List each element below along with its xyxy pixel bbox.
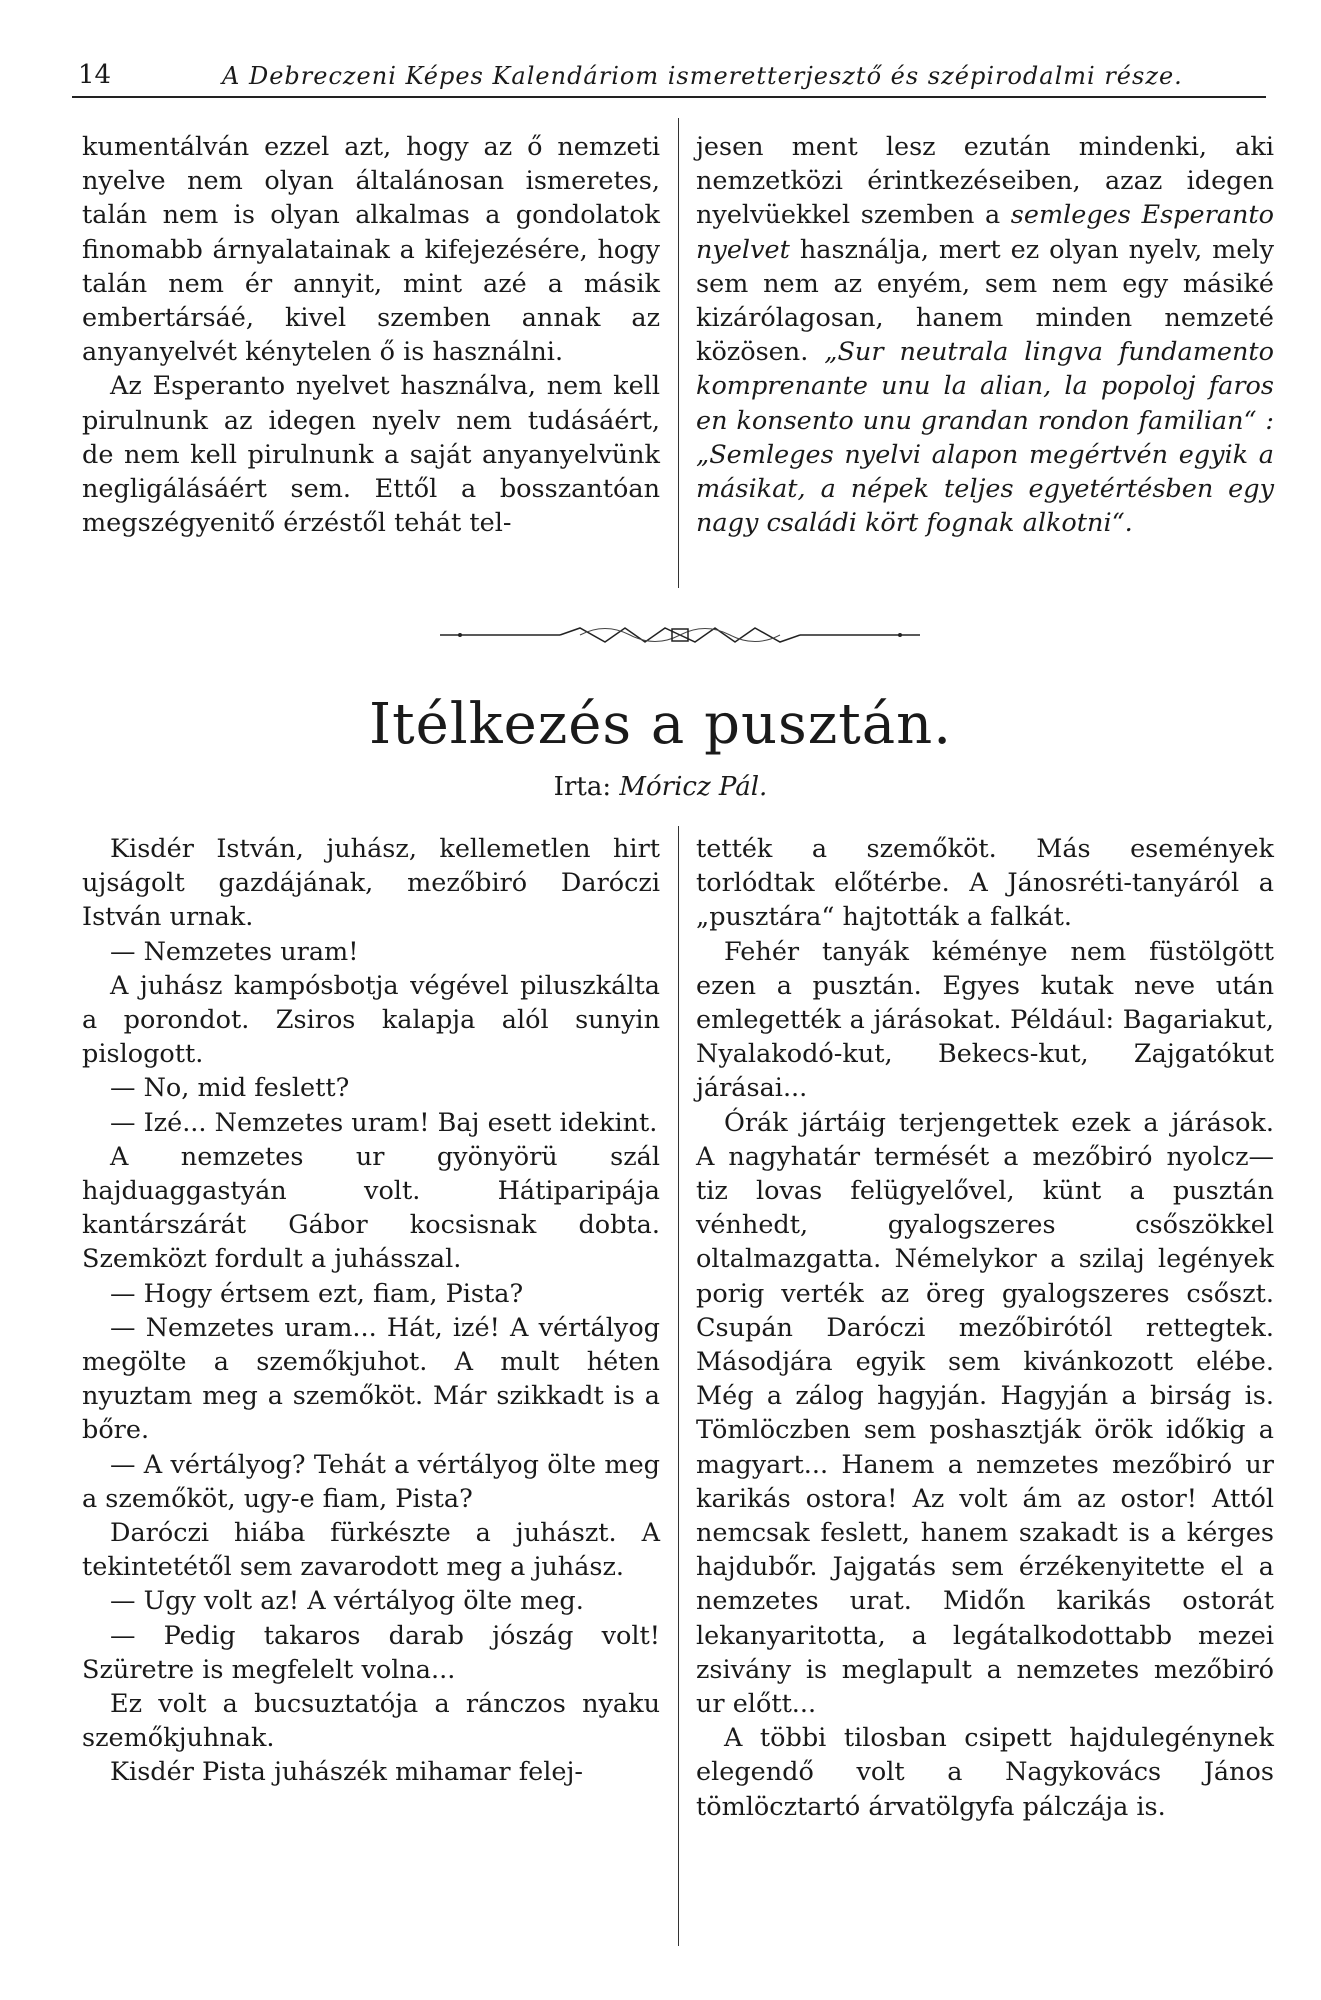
paragraph: Fehér tanyák kéménye nem füstölgött ezen a pusztán. Egyes kutak neve után emlegették a járásokat. Például: Bagariakut, Nyalakodó-kut, Bekecs-kut, Zajgatókut járásai... — [696, 936, 1274, 1104]
paragraph: A juhász kampósbotja végével piluszkálta a porondot. Zsiros kalapja alól sunyin pislogott. — [82, 970, 660, 1070]
paragraph: — Pedig takaros darab jószág volt! Szüretre is megfelelt volna... — [82, 1620, 660, 1685]
text-run: jesen ment lesz ezután mindenki, aki nemzetközi érintkezéseiben, azaz idegen nyelvüekkel szemben a — [696, 132, 1274, 231]
paragraph: kumentálván ezzel azt, hogy az ő nemzeti nyelve nem olyan általánosan ismeretes, talán nem is olyan alkalmas a gondolatok finomabb árnyalatainak a kifejezésére, hogy talán nem ér annyit, mint azé a másik embertársáé, kivel szemben annak az anyanyelvét kénytelen ő is használni. — [82, 132, 660, 368]
italic-run: „Sur neutrala lingva fundamento komprenante unu la alian, la popoloj faros en konsento unu grandan rondon familian“ : „Semleges nyelvi alapon megértvén egyik a másikat, a népek teljes egyetértésben egy nagy családi kört fognak alkotni“. — [696, 337, 1274, 539]
text-run: használja, mert ez olyan nyelv, mely sem nem az enyém, sem nem egy másiké kizárólagosan, hanem minden nemzeté közösen. — [696, 234, 1275, 368]
column-top-left — [82, 130, 660, 540]
paragraph: tették a szemőköt. Más események torlódtak előtérbe. A Jánosréti-tanyáról a „pusztára“ hajtották a falkát. — [696, 834, 1274, 933]
header-rule — [72, 96, 1266, 98]
paragraph: — Ugy volt az! A vértályog ölte meg. — [110, 1586, 584, 1617]
byline — [0, 772, 1321, 802]
paragraph: — Izé... Nemzetes uram! Baj esett idekint. — [110, 1107, 658, 1138]
column-divider — [678, 826, 679, 1946]
column-divider — [678, 118, 679, 588]
column-bottom-right — [696, 832, 1274, 1824]
paragraph: — Hogy értsem ezt, fiam, Pista? — [110, 1278, 524, 1309]
paragraph: Daróczi hiába fürkészte a juhászt. A tekintetétől sem zavarodott meg a juhász. — [82, 1518, 660, 1583]
page-number: 14 — [78, 60, 112, 90]
paragraph: — A vértályog? Tehát a vértályog ölte meg a szemőköt, ugy-e fiam, Pista? — [82, 1449, 660, 1514]
byline-prefix: Irta: — [553, 772, 612, 802]
column-bottom-left — [82, 832, 660, 1790]
story-title: Itélkezés a pusztán. — [368, 692, 953, 757]
paragraph: Ez volt a bucsuztatója a ránczos nyaku szemőkjuhnak. — [82, 1689, 660, 1754]
paragraph: Kisdér Pista juhászék mihamar felej- — [110, 1757, 584, 1788]
ornament-divider — [430, 620, 930, 650]
italic-run: semleges Esperanto nyelvet — [696, 200, 1274, 265]
running-head — [0, 0, 1321, 90]
paragraph: A többi tilosban csipett hajdulegénynek elegendő volt a Nagykovács János tömlöcztartó árvatölgyfa pálczája is. — [696, 1723, 1274, 1822]
running-title: A Debreczeni Képes Kalendáriom ismeretterjesztő és szépirodalmi része. — [222, 62, 1183, 90]
paragraph: — Nemzetes uram... Hát, izé! A vértályog megölte a szemőkjuhot. A mult héten nyuztam meg a szemőköt. Már szikkadt is a bőre. — [82, 1312, 660, 1446]
paragraph: Az Esperanto nyelvet használva, nem kell pirulnunk az idegen nyelv nem tudásáért, de nem kell pirulnunk a saját anyanyelvünk negligálásáért sem. Ettől a bosszantóan megszégyenitő érzéstől tehát tel- — [82, 371, 660, 539]
paragraph: A nemzetes ur gyönyörü szál hajduaggastyán volt. Hátiparipája kantárszárát Gábor kocsisnak dobta. Szemközt fordult a juhásszal. — [82, 1141, 660, 1275]
paragraph — [696, 130, 1274, 540]
paragraph: — No, mid feslett? — [110, 1073, 350, 1104]
paragraph: — Nemzetes uram! — [110, 936, 359, 967]
paragraph: Órák jártáig terjengettek ezek a járások. A nagyhatár termését a mezőbiró nyolcz—tiz lovas felügyelővel, künt a pusztán vénhedt, gyalogszeres csőszökkel oltalmazgatta. Némelykor a szilaj legények porig verték az öreg gyalogszeres csőszt. Csupán Daróczi mezőbirótól rettegtek. Másodjára egyik sem kivánkozott elébe. Még a zálog hagyján. Hagyján a birság is. Tömlöczben sem poshasztják örök időkig a magyart... Hanem a nemzetes mezőbiró ur karikás ostora! Az volt ám az ostor! Attól nemcsak feslett, hanem szakadt is a kérges hajdubőr. Jajgatás sem érzékenyitette el a nemzetes urat. Midőn karikás ostorát lekanyaritotta, a legátalkodottabb mezei zsivány is meglapult a nemzetes mezőbiró ur előtt... — [696, 1107, 1274, 1720]
author-name: Móricz Pál. — [619, 772, 768, 802]
paragraph: Kisdér István, juhász, kellemetlen hirt ujságolt gazdájának, mezőbiró Daróczi István urnak. — [82, 834, 660, 933]
column-top-right — [696, 130, 1274, 540]
